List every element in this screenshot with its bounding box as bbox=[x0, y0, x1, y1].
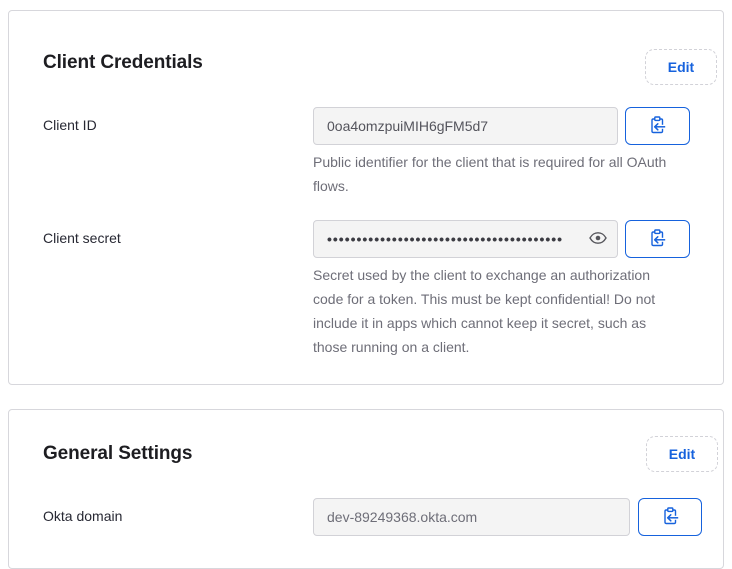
clipboard-copy-icon bbox=[649, 229, 666, 250]
client-secret-row bbox=[43, 220, 689, 359]
client-credentials-title: Client Credentials bbox=[43, 52, 203, 73]
okta-domain-field bbox=[313, 498, 702, 536]
client-secret-input[interactable] bbox=[313, 220, 618, 258]
okta-domain-value: dev-89249368.okta.com bbox=[327, 509, 478, 525]
clipboard-copy-icon bbox=[662, 507, 679, 528]
clipboard-copy-icon bbox=[649, 116, 666, 137]
reveal-secret-button[interactable] bbox=[589, 232, 607, 247]
help-line: include it in apps which cannot keep it secret, such as bbox=[313, 315, 647, 331]
okta-domain-copy-button[interactable] bbox=[638, 498, 702, 536]
help-line: Public identifier for the client that is required for all OAuth bbox=[313, 154, 667, 170]
client-secret-masked-value: •••••••••••••••••••••••••••••••••••••••• bbox=[327, 231, 564, 247]
okta-domain-row bbox=[43, 498, 689, 536]
help-line: code for a token. This must be kept confidential! Do not bbox=[313, 291, 656, 307]
client-secret-field bbox=[313, 220, 690, 359]
help-line: Secret used by the client to exchange an authorization bbox=[313, 267, 650, 283]
help-line: those running on a client. bbox=[313, 339, 470, 355]
client-credentials-card bbox=[8, 10, 724, 385]
general-settings-header bbox=[43, 440, 689, 468]
help-line: flows. bbox=[313, 178, 349, 194]
client-secret-label: Client secret bbox=[43, 230, 121, 246]
client-id-input-wrap bbox=[313, 107, 690, 145]
client-id-row bbox=[43, 107, 689, 198]
client-id-value: 0oa4omzpuiMIH6gFM5d7 bbox=[327, 118, 489, 134]
okta-domain-input-wrap bbox=[313, 498, 702, 536]
client-credentials-header bbox=[43, 49, 689, 77]
client-secret-help bbox=[313, 263, 690, 359]
okta-domain-label: Okta domain bbox=[43, 508, 123, 524]
general-settings-title: General Settings bbox=[43, 443, 193, 464]
okta-domain-input[interactable] bbox=[313, 498, 630, 536]
client-id-input[interactable] bbox=[313, 107, 618, 145]
eye-icon bbox=[589, 232, 607, 247]
client-secret-input-wrap bbox=[313, 220, 690, 258]
client-secret-copy-button[interactable] bbox=[625, 220, 690, 258]
client-id-copy-button[interactable] bbox=[625, 107, 690, 145]
client-id-help bbox=[313, 150, 690, 198]
client-credentials-edit-button[interactable]: Edit bbox=[645, 49, 717, 85]
client-id-field bbox=[313, 107, 690, 198]
client-id-label: Client ID bbox=[43, 117, 97, 133]
general-settings-edit-button[interactable]: Edit bbox=[646, 436, 718, 472]
general-settings-card bbox=[8, 409, 724, 569]
